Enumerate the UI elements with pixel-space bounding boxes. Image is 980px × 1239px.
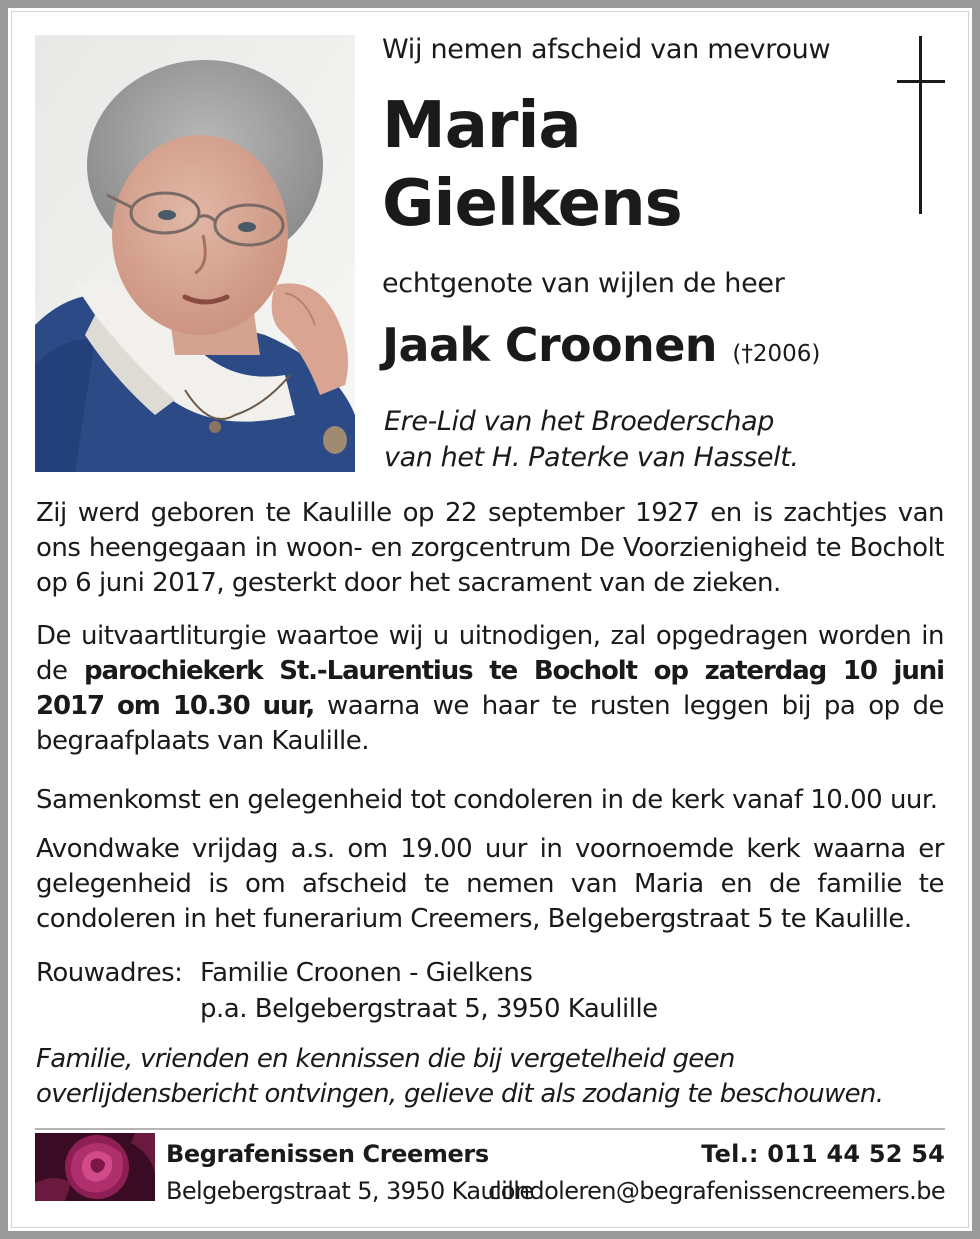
intro-text: Wij nemen afscheid van mevrouw: [382, 34, 831, 65]
funeral-home-email[interactable]: condoleren@begrafenissencreemers.be: [488, 1177, 945, 1205]
funeral-location-date: parochiekerk St.-Laurentius te Bocholt op zaterdag 10 juni 2017 om 10.30 uur,: [36, 656, 944, 721]
funeral-home-phone: Tel.: 011 44 52 54: [701, 1140, 945, 1168]
deceased-first-name: Maria: [382, 89, 581, 163]
funeral-paragraph: [36, 619, 944, 759]
portrait-illustration: [35, 35, 355, 472]
address-label: Rouwadres:: [36, 958, 183, 988]
portrait-photo: [35, 35, 355, 472]
funeral-home-address: Belgebergstraat 5, 3950 Kaulille: [166, 1177, 534, 1205]
rose-icon: [35, 1133, 155, 1201]
deceased-last-name: Gielkens: [382, 167, 682, 241]
funeral-text-end: waarna we haar te rusten leggen bij pa op de begraafplaats van Kaulille.: [36, 691, 944, 756]
address-line-1: Familie Croonen - Gielkens: [200, 958, 533, 988]
condolence-paragraph: Samenkomst en gelegenheid tot condoleren in de kerk vanaf 10.00 uur.: [36, 785, 938, 815]
spouse-death-year: (†2006): [732, 341, 821, 367]
birth-death-paragraph: Zij werd geboren te Kaulille op 22 september 1927 en is zachtjes van ons heengegaan in woon- en zorgcentrum De Voorzienigheid te Bocholt op 6 juni 2017, gesterkt door het sacrament van de zieken.: [36, 498, 944, 598]
notice-text: Familie, vrienden en kennissen die bij vergetelheid geen overlijdensbericht ontvingen, gelieve dit als zodanig te beschouwen.: [36, 1044, 884, 1109]
honor-line-1: Ere-Lid van het Broederschap: [384, 406, 775, 437]
honor-line-2: van het H. Paterke van Hasselt.: [384, 442, 799, 473]
spouse-intro-text: echtgenote van wijlen de heer: [382, 268, 785, 299]
funeral-text-start: De uitvaartliturgie waartoe wij u uitnodigen, zal opgedragen worden in de: [36, 621, 944, 686]
spouse-name: Jaak Croonen: [382, 318, 717, 372]
honor-text: [384, 404, 799, 476]
vigil-paragraph: Avondwake vrijdag a.s. om 19.00 uur in voornoemde kerk waarna er gelegenheid is om afscheid te nemen van Maria en de familie te condoleren in het funerarium Creemers, Belgebergstraat 5 te Kaulille.: [36, 834, 944, 934]
funeral-home-name: Begrafenissen Creemers: [166, 1140, 489, 1168]
address-line-2: p.a. Belgebergstraat 5, 3950 Kaulille: [200, 994, 658, 1024]
cross-icon: [897, 36, 945, 214]
rose-logo: [35, 1133, 155, 1201]
footer-divider: [35, 1128, 945, 1130]
spouse-line: [382, 318, 821, 372]
